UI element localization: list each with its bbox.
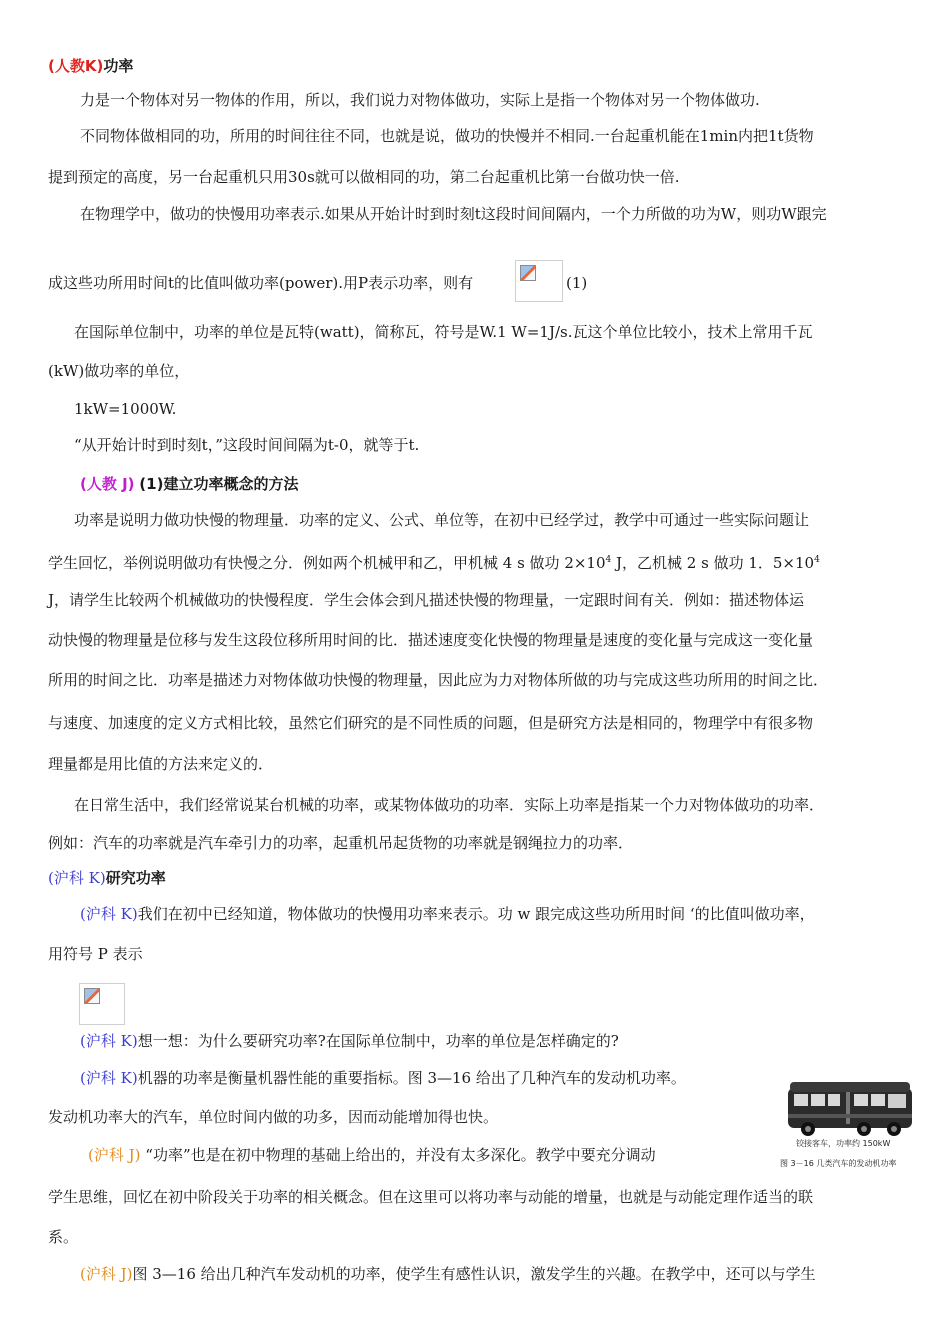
text-run: 学生回忆，举例说明做功有快慢之分．例如两个机械甲和乙，甲机械 4 s 做功 2×10 [48,554,606,572]
text-run: 想一想：为什么要研究功率?在国际单位制中，功率的单位是怎样确定的? [137,1032,619,1050]
source-tag: (沪科 J) [80,1265,133,1283]
paragraph: 发动机功率大的汽车，单位时间内做的功多，因而动能增加得也快。 [48,1108,499,1126]
paragraph: J，请学生比较两个机械做功的快慢程度．学生会体会到凡描述快慢的物理量，一定跟时间有关．例如：描述物体运 [48,591,805,609]
formula-image-placeholder [515,260,563,302]
paragraph: 系。 [48,1228,79,1246]
paragraph: “从开始计时到时刻t，”这段时间间隔为t-0，就等于t. [74,436,420,454]
broken-image-icon [84,988,100,1004]
section-title: 功率 [103,57,134,75]
figure-caption: 图 3－16 几类汽车的发动机功率 [780,1159,897,1168]
articulated-bus-icon [780,1074,920,1144]
paragraph [80,1068,686,1088]
section-title: 研究功率 [105,869,166,887]
broken-image-icon [520,265,536,281]
section-heading-huke-k [48,868,166,888]
paragraph [80,1264,816,1284]
paragraph: 用符号 P 表示 [48,945,143,963]
paragraph: 功率是说明力做功快慢的物理量．功率的定义、公式、单位等，在初中已经学过，教学中可通过一些实际问题让 [74,511,810,529]
text-run: J，乙机械 2 s 做功 1．5×10 [611,554,815,572]
source-tag: (沪科 K) [48,869,106,887]
paragraph [88,1145,656,1165]
paragraph: 动快慢的物理量是位移与发生这段位移所用时间的比．描述速度变化快慢的物理量是速度的变化量与完成这一变化量 [48,631,814,649]
paragraph [80,904,815,924]
source-tag: (沪科 K) [80,905,138,923]
paragraph: 在国际单位制中，功率的单位是瓦特(watt)，简称瓦，符号是W.1 W=1J/s.瓦这个单位比较小，技术上常用千瓦 [74,323,813,341]
paragraph: 1kW=1000W. [74,400,177,418]
text-run: 我们在初中已经知道，物体做功的快慢用功率来表示。功 w 跟完成这些功所用时间 ‘的比值叫做功率， [137,905,815,923]
source-tag: (沪科 K) [80,1032,138,1050]
figure-caption-top: 铰接客车，功率约 150kW [796,1139,891,1148]
source-tag: (人教 J) [80,475,135,493]
source-tag: (沪科 J) [88,1146,141,1164]
section-title: (1)建立功率概念的方法 [139,475,299,493]
paragraph: 理量都是用比值的方法来定义的． [48,755,274,773]
paragraph: 例如：汽车的功率就是汽车牵引力的功率，起重机吊起货物的功率就是钢绳拉力的功率． [48,834,634,852]
paragraph [80,1031,619,1051]
equation-number: (1) [566,274,588,292]
paragraph: 学生思维，回忆在初中阶段关于功率的相关概念。但在这里可以将功率与动能的增量，也就是与动能定理作适当的联 [48,1188,814,1206]
text-run: 机器的功率是衡量机器性能的重要指标。图 3—16 给出了几种汽车的发动机功率。 [137,1069,686,1087]
paragraph: 所用的时间之比．功率是描述力对物体做功快慢的物理量，因此应为力对物体所做的功与完成这些功所用的时间之比． [48,671,829,689]
formula-image-placeholder [79,983,125,1025]
exponent: 4 [814,555,820,565]
paragraph [48,550,820,573]
paragraph: 不同物体做相同的功，所用的时间往往不同，也就是说，做功的快慢并不相同.一台起重机能在1min内把1t货物 [80,127,814,145]
paragraph: 力是一个物体对另一物体的作用，所以，我们说力对物体做功，实际上是指一个物体对另一个物体做功. [80,91,760,109]
text-run: “功率”也是在初中物理的基础上给出的，并没有太多深化。教学中要充分调动 [145,1146,656,1164]
source-tag: (沪科 K) [80,1069,138,1087]
paragraph: 在物理学中，做功的快慢用功率表示.如果从开始计时到时刻t这段时间间隔内，一个力所做的功为W，则功W跟完 [80,205,827,223]
paragraph: 与速度、加速度的定义方式相比较，虽然它们研究的是不同性质的问题，但是研究方法是相同的，物理学中有很多物 [48,714,814,732]
paragraph: 成这些功所用时间t的比值叫做功率(power).用P表示功率，则有 [48,274,474,292]
text-run: 图 3—16 给出几种汽车发动机的功率，使学生有感性认识，激发学生的兴趣。在教学中，还可以与学生 [132,1265,816,1283]
paragraph: 在日常生活中，我们经常说某台机械的功率，或某物体做功的功率．实际上功率是指某一个力对物体做功的功率． [74,796,825,814]
paragraph: (kW)做功率的单位， [48,362,190,380]
exponent: 4 [605,555,612,565]
section-heading-renjiao-k [48,56,133,76]
bus-figure [780,1074,920,1172]
source-tag: (人教K) [48,57,104,75]
paragraph: 提到预定的高度，另一台起重机只用30s就可以做相同的功，第二台起重机比第一台做功快一倍. [48,168,680,186]
section-heading-renjiao-j [80,474,298,494]
